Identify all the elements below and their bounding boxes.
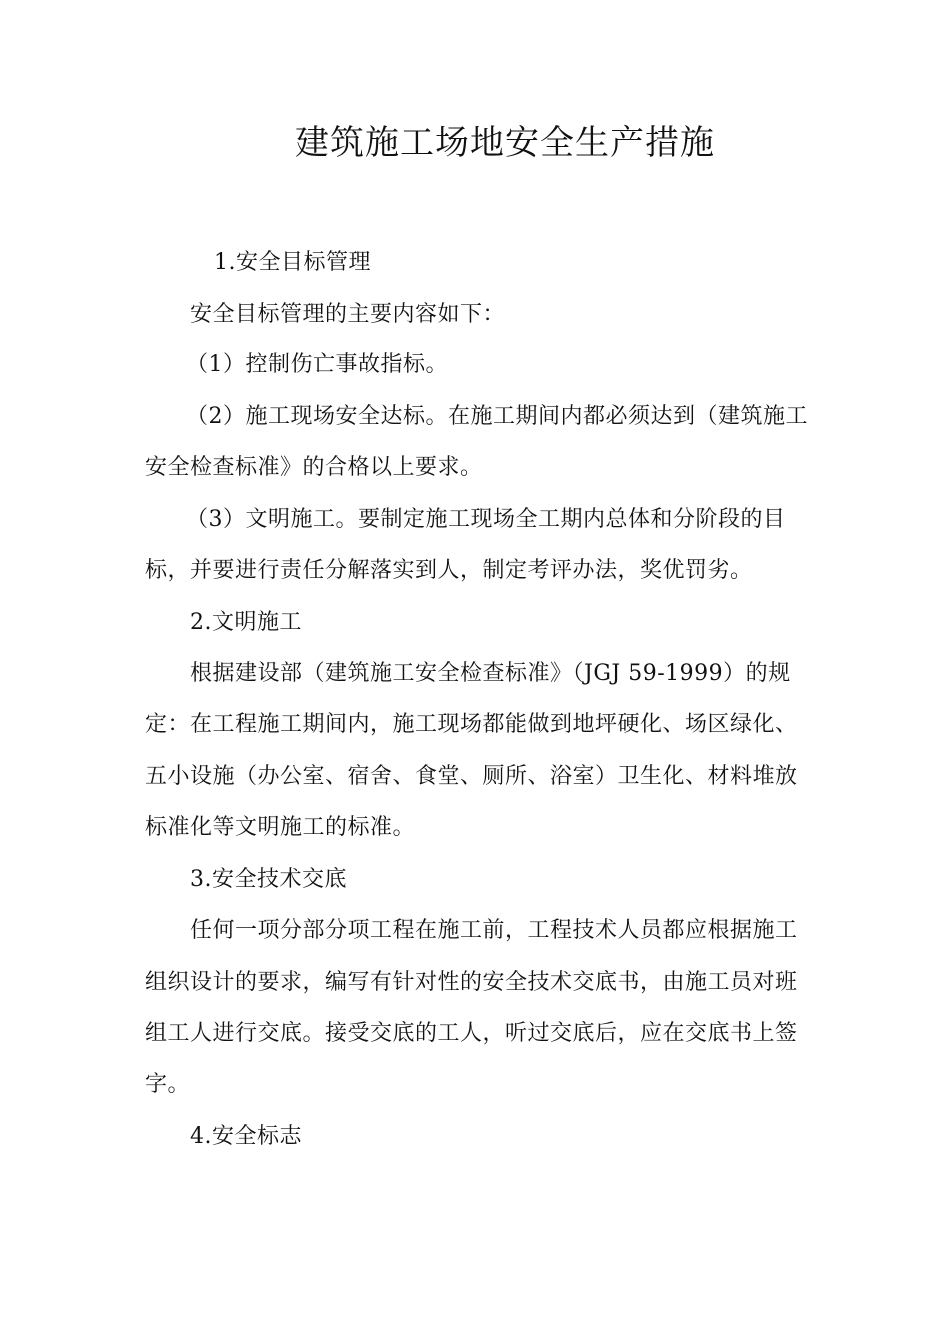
paragraph-line: 组工人进行交底。接受交底的工人，听过交底后，应在交底书上签 xyxy=(145,1021,798,1046)
section-heading-2: 2.文明施工 xyxy=(190,610,302,635)
section-heading-3: 3.安全技术交底 xyxy=(190,867,347,892)
paragraph-line: 定：在工程施工期间内，施工现场都能做到地坪硬化、场区绿化、 xyxy=(145,712,798,737)
paragraph-line: 根据建设部（建筑施工安全检查标准》（JGJ 59-1999）的规 xyxy=(190,661,791,686)
document-title: 建筑施工场地安全生产措施 xyxy=(295,123,715,163)
paragraph-line: 五小设施（办公室、宿舍、食堂、厕所、浴室）卫生化、材料堆放 xyxy=(145,764,798,789)
paragraph-line: 标准化等文明施工的标准。 xyxy=(145,815,416,840)
paragraph-line: 标，并要进行责任分解落实到人，制定考评办法，奖优罚劣。 xyxy=(145,558,753,583)
list-item-line: （3）文明施工。要制定施工现场全工期内总体和分阶段的目 xyxy=(186,507,786,532)
paragraph-line: 组织设计的要求，编写有针对性的安全技术交底书，由施工员对班 xyxy=(145,970,798,995)
paragraph-line: 安全检查标准》的合格以上要求。 xyxy=(145,455,483,480)
paragraph-line: 安全目标管理的主要内容如下： xyxy=(190,302,506,327)
section-heading-4: 4.安全标志 xyxy=(190,1124,302,1149)
list-item-line: （2）施工现场安全达标。在施工期间内都必须达到（建筑施工 xyxy=(186,404,808,429)
paragraph-line: 字。 xyxy=(145,1072,191,1097)
list-item-line: （1）控制伤亡事故指标。 xyxy=(186,352,448,377)
section-heading-1: 1.安全目标管理 xyxy=(214,250,371,275)
paragraph-line: 任何一项分部分项工程在施工前，工程技术人员都应根据施工 xyxy=(190,918,798,943)
